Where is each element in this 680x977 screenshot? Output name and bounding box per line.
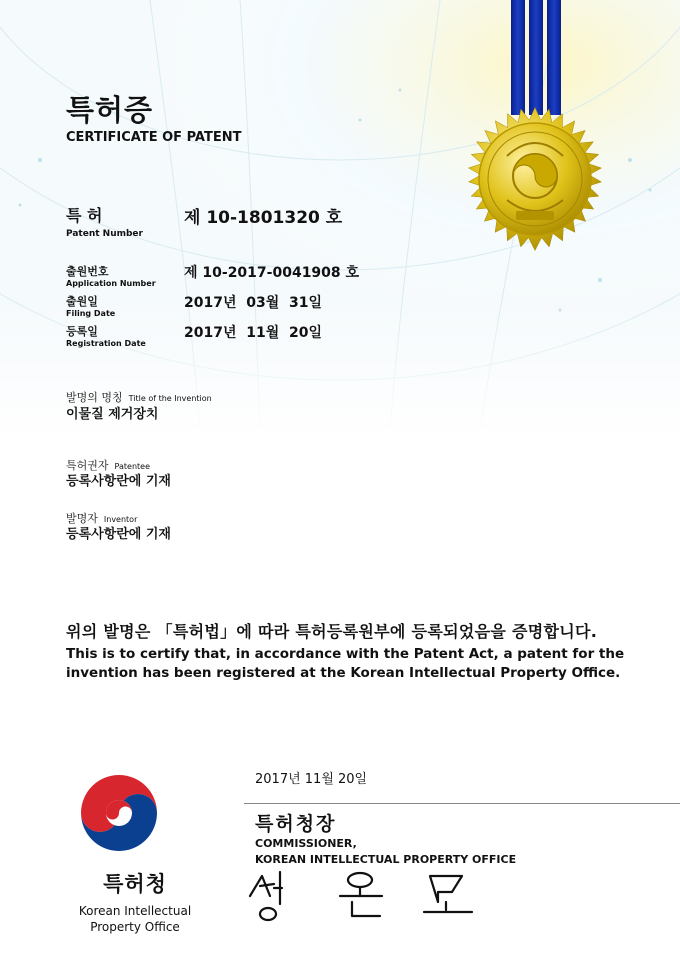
issue-date: 2017년 11월 20일 (255, 772, 368, 787)
office-name-en (55, 903, 215, 935)
patent-number-value: 제 10-1801320 호 (184, 208, 343, 228)
filing-date-label-en: Filing Date (66, 309, 116, 318)
office-name-en-line2: Property Office (90, 920, 180, 934)
invention-label-ko: 발명의 명칭 (66, 391, 123, 404)
patent-number-label (66, 203, 143, 239)
application-number-label-en: Application Number (66, 279, 156, 288)
commissioner-title-en-line2: KOREAN INTELLECTUAL PROPERTY OFFICE (255, 853, 517, 866)
application-number-label (66, 263, 156, 288)
office-name-en-line1: Korean Intellectual (78, 904, 192, 918)
kipo-taegeuk-logo-icon (77, 771, 161, 855)
invention-title: 이물질 제거장치 (66, 407, 159, 422)
filing-date-value: 2017년 03월 31일 (184, 295, 322, 311)
invention-label-en: Title of the Invention (128, 394, 212, 403)
patentee-label-ko: 특허권자 (66, 459, 109, 472)
signature-divider (244, 803, 680, 804)
patentee-value: 등록사항란에 기재 (66, 474, 171, 489)
registration-date-label (66, 323, 146, 348)
filing-date-label-ko: 출원일 (66, 295, 98, 308)
registration-date-value: 2017년 11월 20일 (184, 325, 322, 341)
registration-date-label-en: Registration Date (66, 339, 146, 348)
certificate-title-en: CERTIFICATE OF PATENT (66, 130, 242, 145)
patent-number-label-ko: 특 허 (66, 206, 103, 225)
filing-date-label (66, 293, 115, 318)
signature-icon (240, 866, 480, 926)
patent-number-label-en: Patent Number (66, 229, 143, 239)
application-number-value: 제 10-2017-0041908 호 (184, 265, 360, 281)
commissioner-title-ko: 특허청장 (255, 813, 337, 835)
patentee-label-en: Patentee (114, 462, 150, 471)
certification-text-ko: 위의 발명은 「특허법」에 따라 특허등록원부에 등록되었음을 증명합니다. (66, 622, 598, 641)
commissioner-title-en (255, 836, 516, 868)
inventor-label-ko: 발명자 (66, 512, 98, 525)
inventor-label-en: Inventor (103, 515, 138, 524)
registration-date-label-ko: 등록일 (66, 325, 98, 338)
certification-text-en: This is to certify that, in accordance with the Patent Act, a patent for the invention has been registered at the Korean Intellectual Property Office. (66, 646, 625, 681)
inventor-value: 등록사항란에 기재 (66, 527, 171, 542)
application-number-label-ko: 출원번호 (66, 265, 109, 278)
certificate-title-ko: 특허증 (66, 93, 154, 127)
gold-seal-icon (452, 96, 618, 262)
office-name-ko: 특허청 (103, 872, 167, 896)
commissioner-title-en-line1: COMMISSIONER, (255, 837, 357, 850)
